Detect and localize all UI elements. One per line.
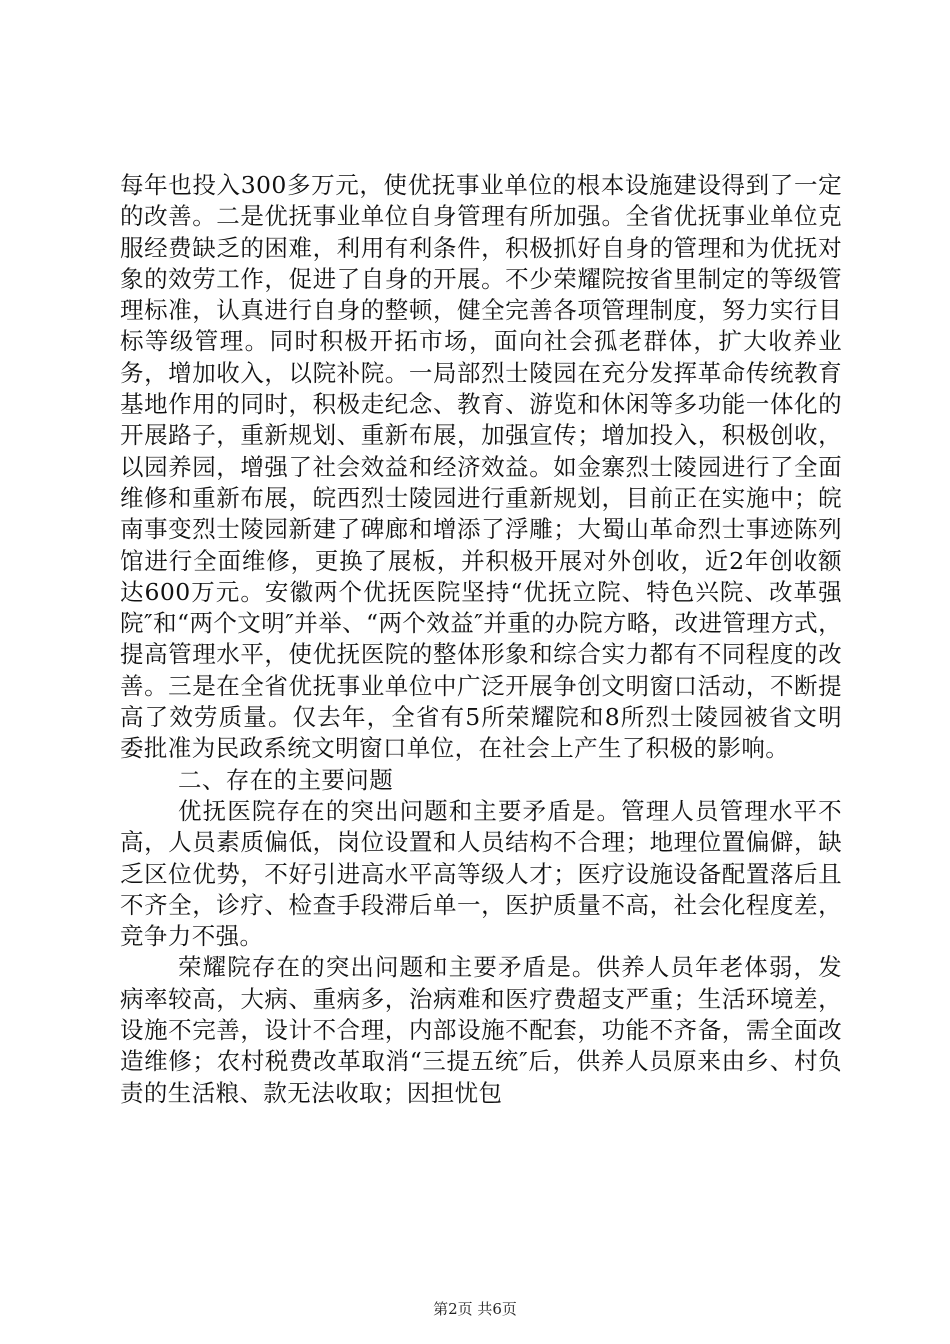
paragraph-hospital-issues: 优抚医院存在的突出问题和主要矛盾是。管理人员管理水平不高，人员素质偏低，岗位设置和人员结构不合理；地理位置偏僻，缺乏区位优势，不好引进高水平高等级人才；医疗设施设备配置落后且不齐全，诊疗、检查手段滞后单一，医护质量不高，社会化程度差，竞争力不强。	[120, 796, 842, 951]
document-body	[120, 170, 842, 1109]
paragraph-continuation: 每年也投入300多万元，使优抚事业单位的根本设施建设得到了一定的改善。二是优抚事业单位自身管理有所加强。全省优抚事业单位克服经费缺乏的困难，利用有利条件，积极抓好自身的管理和为优抚对象的效劳工作，促进了自身的开展。不少荣耀院按省里制定的等级管理标准，认真进行自身的整顿，健全完善各项管理制度，努力实行目标等级管理。同时积极开拓市场，面向社会孤老群体，扩大收养业务，增加收入，以院补院。一局部烈士陵园在充分发挥革命传统教育基地作用的同时，积极走纪念、教育、游览和休闲等多功能一体化的开展路子，重新规划、重新布展，加强宣传；增加投入，积极创收，以园养园，增强了社会效益和经济效益。如金寨烈士陵园进行了全面维修和重新布展，皖西烈士陵园进行重新规划，目前正在实施中；皖南事变烈士陵园新建了碑廊和增添了浮雕；大蜀山革命烈士事迹陈列馆进行全面维修，更换了展板，并积极开展对外创收，近2年创收额达600万元。安徽两个优抚医院坚持“优抚立院、特色兴院、改革强院″和“两个文明″并举、“两个效益″并重的办院方略，改进管理方式，提高管理水平，使优抚医院的整体形象和综合实力都有不同程度的改善。三是在全省优抚事业单位中广泛开展争创文明窗口活动，不断提高了效劳质量。仅去年，全省有5所荣耀院和8所烈士陵园被省文明委批准为民政系统文明窗口单位，在社会上产生了积极的影响。	[120, 171, 842, 763]
paragraph-honor-home-issues: 荣耀院存在的突出问题和主要矛盾是。供养人员年老体弱，发病率较高，大病、重病多，治病难和医疗费超支严重；生活环境差，设施不完善，设计不合理，内部设施不配套，功能不齐备，需全面改造维修；农村税费改革取消“三提五统″后，供养人员原来由乡、村负责的生活粮、款无法收取；因担忧包	[120, 953, 842, 1107]
section-heading: 二、存在的主要问题	[178, 765, 394, 794]
page-footer: 第2页 共6页	[433, 1300, 517, 1318]
